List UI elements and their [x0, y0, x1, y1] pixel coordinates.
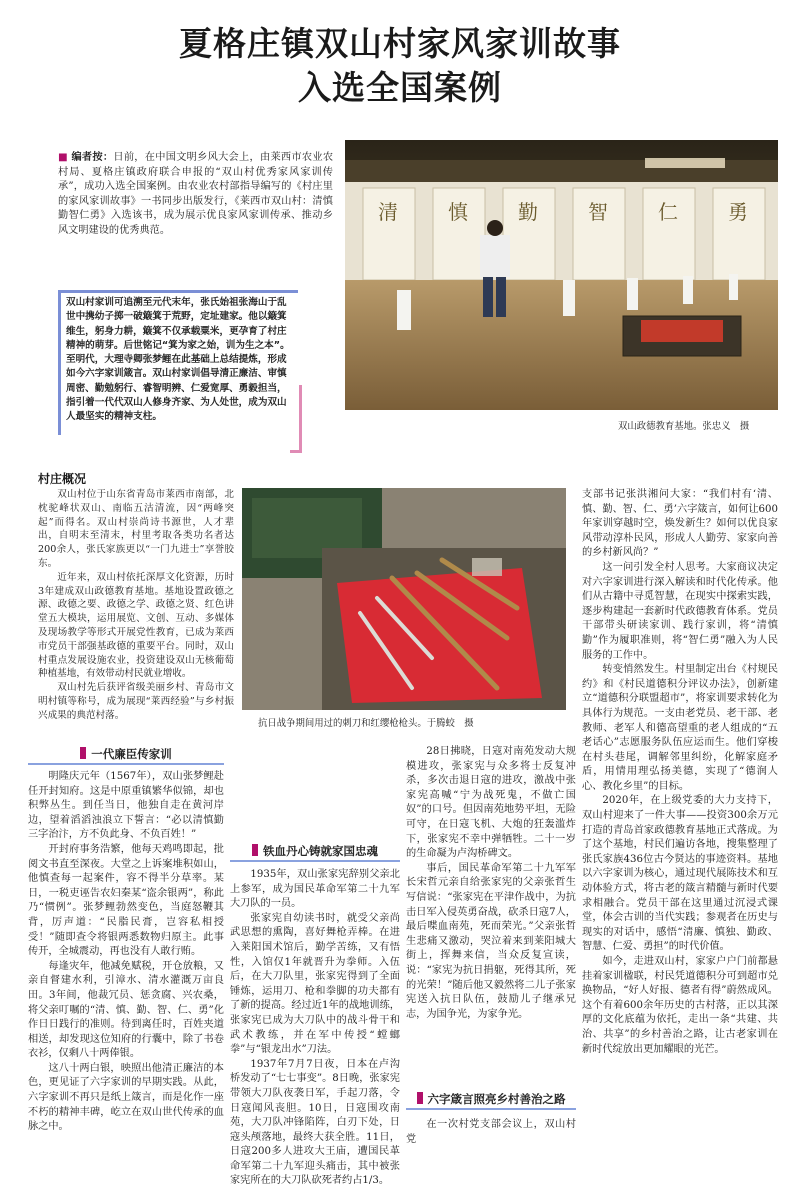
- section1-p3: 每逢灾年，他减免赋税，开仓放粮，又亲自督建水利，引漳水、清水灌溉万亩良田。3年间，他裁冗员、惩贪腐、兴农桑，将父亲叮嘱的“清、慎、勤、智、仁、勇”化作日日践行的准则。待到离任时，百姓夹道相送，却发现这位知府的行囊中，除了书卷衣衫，仅剩八十两俸银。: [28, 960, 224, 1060]
- editor-note-label: 编者按：: [71, 151, 114, 163]
- photo-bayonets: [242, 488, 566, 710]
- wall-char-ren: 仁: [658, 200, 678, 224]
- section2-p1: 1935年，双山张家宪辞别父亲北上参军，成为国民革命军第二十九军大刀队的一员。: [230, 869, 400, 910]
- section3-title: 六字箴言照亮乡村善治之路: [427, 1092, 566, 1106]
- village-overview-title: 村庄概况: [38, 472, 87, 486]
- section1-title: 一代廉臣传家训: [91, 747, 172, 761]
- editor-mark-icon: ■: [58, 151, 68, 163]
- photo1-caption-credit: 张忠义 摄: [702, 421, 750, 432]
- section2-p5: 事后，国民革命军第二十九军军长宋哲元亲自给张家宪的父亲张哲生写信说：“张家宪在平津作战中，为抗击日军入侵英勇奋战，砍杀日寇7人，最后喋血南苑，死而荣光。”父亲张哲生悲痛又激动，哭泣着来到莱阳城大街上，挥舞来信，当众反复宣读，说：“家宪为抗日捐躯，死得其所，死的光荣！”随后他又毅然将二儿子张家宪送入抗日队伍，鼓励儿子继承兄志，为国争光，为家争光。: [406, 862, 576, 1020]
- section2-bar-icon: [252, 844, 258, 856]
- section2-title: 铁血丹心铸就家国忠魂: [263, 844, 378, 858]
- section2-body-b: [406, 745, 576, 1080]
- wall-char-shen: 慎: [448, 200, 468, 224]
- editor-note-text: 日前，在中国文明乡风大会上，由莱西市农业农村局、夏格庄镇政府联合申报的“双山村优秀家风家训传承”，成功入选全国案例。由农业农村部指导编写的《村庄里的家风家训故事》一书同步出版发行，《莱西市双山村：清慎勤智仁勇》入选该书，成为展示优良家风家训传承、推动乡风文明建设的优秀典范。: [58, 152, 334, 236]
- section3-p1: 在一次村党支部会议上，双山村党: [406, 1119, 576, 1145]
- wall-char-yong: 勇: [728, 200, 748, 224]
- section1-body: [28, 770, 224, 1138]
- village-overview-p3: 双山村先后获评省级美丽乡村、青岛市文明村镇等称号，成为展现“莱西经验”与乡村振兴成果的典范村落。: [38, 682, 234, 721]
- section2-p2: 张家宪自幼读书时，就受父亲尚武思想的熏陶，喜好舞枪弄棒。在进入莱阳国术馆后，勤学苦练，又有悟性，入馆仅1年就晋升为拳师。入伍后，在大刀队里，张家宪得到了全面锤炼，运用刀、枪和拳脚的功夫都有了新的提高。经过近1年的战地训练，张家宪已成为大刀队中的战斗骨干和武术教练，并在军中传授“螳螂拳”与“银龙出水”刀法。: [230, 912, 400, 1056]
- bayonets-illustration: [242, 488, 566, 710]
- wall-char-qin: 勤: [518, 200, 538, 224]
- right-column-p5: 如今，走进双山村，家家户户门前都悬挂着家训楹联，村民凭道德积分可到超市兑换物品，“好人好报、德者有得”蔚然成风。这个有着600余年历史的古村落，正以其深厚的文化底蕴为依托，走出一条“共建、共治、共享”的乡村善治之路，让古老家训在新时代绽放出更加耀眼的光芒。: [582, 956, 778, 1055]
- section2-body-a: [230, 868, 400, 1187]
- right-column-p1: 支部书记张洪湘问大家：“我们村有‘清、慎、勤、智、仁、勇’六字箴言，如何让600年家训穿越时空，焕发新生？如何以优良家风带动淳朴民风，形成人人勤劳、家家向善的乡村新风尚？”: [582, 489, 778, 559]
- right-column-body: [582, 488, 778, 1138]
- headline-line-2: 入选全国案例: [298, 68, 502, 107]
- right-column-p4: 2020年，在上级党委的大力支持下，双山村迎来了一件大事——投资300余万元打造的青岛首家政德教育基地正式落成。为了这个基地，村民们遍访各地，搜集整理了张氏家族436位古今贤达的事迹资料。基地以六字家训为核心，通过现代展陈技术和互动体验方式，将古老的箴言精髓与新时代要求相融合。党员干部在这里通过沉浸式课堂，体会古训的当代实践；参观者在历史与现实的对话中，感悟“清廉、慎独、勤政、智慧、仁爱、勇担”的时代价值。: [582, 795, 778, 953]
- section1-bar-icon: [80, 747, 86, 759]
- section1-p1: 明隆庆元年（1567年），双山张梦鲤赴任开封知府。这是中原重镇繁华似锦，却也积弊丛生。到任当日，他独自走在黄河岸边，望着滔滔浊浪立下誓言：“必以清慎勤三字治汴，方不负此身、不负百姓！”: [28, 771, 224, 841]
- section1-p2: 开封府事务浩繁，他每天鸡鸣即起，批阅文书直至深夜。大堂之上诉案堆积如山，他慎查每一起案件，容不得半分草率。某日，一税吏诬告农妇秦某“盗余银两”，称此乃“惯例”。张梦鲤勃然变色，当庭怒鞭其背，厉声道：“民脂民膏，岂容私相授受！”随即查令将银两悉数物归原主。此事传开，全城震动，再也没有人敢行贿。: [28, 843, 224, 958]
- pull-quote: 双山村家训可追溯至元代末年，张氏始祖张海山于乱世中携幼子掷一破簸箕于荒野，定址建家。他以簸箕维生，躬身力耕，簸箕不仅承载粟米，更孕育了村庄精神的萌芽。后世铭记“箕为家之始，训为生之本”。至明代，大理寺卿张梦鲤在此基础上总结提炼，形成如今六字家训箴言。双山村家训倡导清正廉洁、审慎周密、勤勉躬行、睿智明辨、仁爱宽厚、勇毅担当，指引着一代代双山人修身齐家、为人处世，成为双山人最坚实的精神支柱。: [66, 297, 290, 423]
- section3-header: [406, 1090, 576, 1110]
- section1-header: [28, 745, 224, 765]
- right-column-p3: 转变悄然发生。村里制定出台《村规民约》和《村民道德积分评议办法》，创新建立“道德积分联盟超市”，将家训要求转化为具体行为规范。一支由老党员、老干部、老教师、老军人和德高望重的老人组成的“五老话心”志愿服务队伍应运而生。他们穿梭在村头巷尾，调解邻里纠纷，化解家庭矛盾，用情用理弘扬美德，实现了“德润人心、教化乡里”的目标。: [582, 664, 778, 792]
- section2-p4: 28日拂晓，日寇对南苑发动大规模进攻，张家宪与众多将士反复冲杀，多次击退日寇的进攻，激战中张家宪高喊“宁为战死鬼，不做亡国奴”的口号。但因南苑地势平坦，无险可守，在日寇飞机、大炮的狂轰滥炸下，张家宪不幸中弹牺牲。二十一岁的生命凝为卢沟桥碑文。: [406, 746, 576, 860]
- photo2-caption: [258, 715, 474, 729]
- right-column-p2: 这一问引发全村人思考。大家商议决定对六字家训进行深入解读和时代化传承。他们从古籍中寻觅智慧，在现实中探索实践，逐步构建起一套新时代政德教育体系。党员干部带头研读家训、践行家训，将“清慎勤”作为履职准则，将“智仁勇”融入为人民服务的工作中。: [582, 561, 778, 661]
- photo2-caption-credit: 于腾蛟 摄: [426, 718, 474, 729]
- village-overview-body: [38, 488, 234, 750]
- photo1-caption-text: 双山政德教育基地。: [618, 421, 703, 432]
- photo-education-base: [345, 140, 778, 410]
- section2-p3: 1937年7月7日夜，日本在卢沟桥发动了“七七事变”。8日晚，张家宪带领大刀队夜袭日军，手起刀落，令日寇闻风丧胆。10日，日寇围攻南苑，大刀队冲锋陷阵，白刃下处，日寇头颅落地，最终大获全胜。11日，日寇200多人进攻大王庙，遭国民革命军第二十九军迎头痛击，其中被张家宪所在的大刀队砍死者约占1/3。: [230, 1058, 400, 1187]
- section1-p4: 这八十两白银，映照出他清正廉洁的本色，更见证了六字家训的早期实践。从此，六字家训不再只是纸上箴言，而是化作一座不朽的精神丰碑，屹立在双山世代传承的血脉之中。: [28, 1062, 224, 1133]
- editor-note: [58, 150, 333, 239]
- section3-bar-icon: [417, 1092, 423, 1104]
- section2-header: [230, 842, 400, 862]
- photo1-caption: [618, 418, 749, 432]
- wall-char-qing: 清: [378, 200, 398, 224]
- wall-char-zhi: 智: [588, 200, 608, 224]
- headline-line-1: 夏格庄镇双山村家风家训故事: [179, 24, 621, 63]
- wall-characters: [345, 140, 778, 290]
- village-overview-p2: 近年来，双山村依托深厚文化资源，历时3年建成双山政德教育基地。基地设置政德之源、政德之要、政德之学、政德之贤、红色讲堂五大模块，运用展览、文创、互动、多媒体及现场教学等形式开展党性教育，已成为莱西市党员干部强基政德的重要平台。同时，双山村重点发展设施农业，投资建设双山无核葡萄种植基地，有效带动村民就业增收。: [38, 571, 234, 680]
- photo2-caption-text: 抗日战争期间用过的刺刀和红缨枪枪头。: [258, 718, 427, 729]
- village-overview-p1: 双山村位于山东省青岛市莱西市南部，北枕驼峰状双山、南临五沽清流，因“两峰突起”而得名。双山村崇尚诗书源世，人才辈出，自明末至清末，村里考取各类功名者达200余人，张氏家族更以“一门九进士”享誉胶东。: [38, 489, 234, 569]
